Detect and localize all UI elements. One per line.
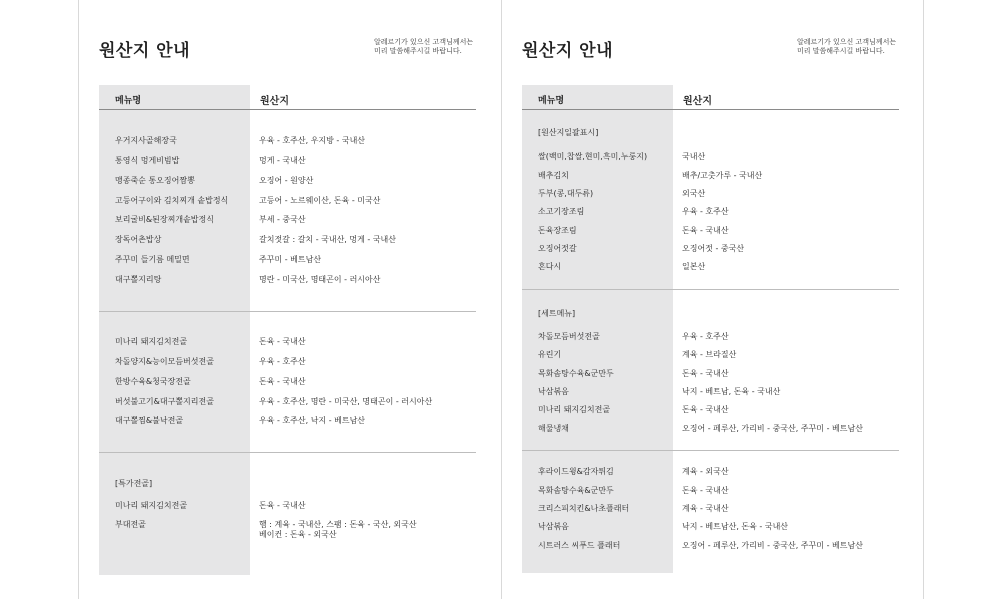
page-left: 원산지 안내 알레르기가 있으신 고객님께서는 미리 말씀해주시길 바랍니다. 메뉴명 원산지 우거지사골해장국 우육 - 호주산, 우지방 - 국내산 통영식 멍게비빔밥 멍게 - 국내산 맹종죽순 통오징어짬뽕 오징어 - 원양산 고등어구이와 김치찌개 솥밥정식 고등어 - 노르웨이산, 돈육 - 미국산 보리굴비&된장찌개솥밥정식 부세 - 중국산 장독어촌밥상 갈치젓갈 : 갈치 - 국내산, 멍게 - 국내산 주꾸미 들기름 메밀면 주꾸미 - 베트남산 대구뽈지리탕 명란 - 미국산, 명태곤이 - 러시아산 미나리 돼지김치전골 돈육 - 국내산 차돌양지&능이모듬버섯전골 우육 - 호주산 한방수육&청국장전골 돈육 - 국내산 버섯불고기&대구뽈지리전골 우육 - 호주산, 명란 - 미국산, 명태곤이 - 러시아산 대구뽈찜&불낙전골 우육 - 호주산, 낙지 - 베트남산 [특가전골] 미나리 돼지김치전골 돈육 - 국내산 부대전골 햄 : 계육 - 국내산, 스팸 : 돈육 - 국산, 외국산 베이컨 : 돈육 - 외국산 [78,0,501,599]
allergy-notice: 알레르기가 있으신 고객님께서는 미리 말씀해주시길 바랍니다. [374,38,474,55]
origin-header: 원산지 [260,96,289,107]
allergy-notice: 알레르기가 있으신 고객님께서는 미리 말씀해주시길 바랍니다. [797,38,897,55]
menu-header: 메뉴명 [538,96,565,106]
section-divider [99,311,476,312]
section-label: [세트메뉴] [538,309,576,318]
page-title: 원산지 안내 [99,41,191,61]
section-divider [522,289,899,290]
table-header [99,85,476,110]
origin-header: 원산지 [683,96,712,107]
page-title: 원산지 안내 [522,41,614,61]
section-label: [특가전골] [115,479,153,488]
section-divider [99,452,476,453]
section-label: [원산지일괄표시] [538,128,599,137]
menu-header: 메뉴명 [115,96,142,106]
section-divider [522,450,899,451]
page-right: 원산지 안내 알레르기가 있으신 고객님께서는 미리 말씀해주시길 바랍니다. 메뉴명 원산지 [원산지일괄표시] 쌀(백미,찹쌀,현미,흑미,누룽지) 국내산 배추김치 배추/고춧가루 - 국내산 두부(콩,대두류) 외국산 소고기장조림 우육 - 호주산 돈육장조림 돈육 - 국내산 오징어젓갈 오징어젓 - 중국산 혼다시 일본산 [세트메뉴] 차돌모듬버섯전골 우육 - 호주산 유린기 계육 - 브라질산 목화솜탕수육&군만두 돈육 - 국내산 낙삼볶음 낙지 - 베트남, 돈육 - 국내산 미나리 돼지김치전골 돈육 - 국내산 해물냉채 오징어 - 페루산, 가리비 - 중국산, 주꾸미 - 베트남산 후라이드윙&감자튀김 계육 - 외국산 목화솜탕수육&군만두 돈육 - 국내산 크리스피치킨&나초플래터 계육 - 국내산 낙삼볶음 낙지 - 베트남산, 돈육 - 국내산 시트러스 씨푸드 플래터 오징어 - 페루산, 가리비 - 중국산, 주꾸미 - 베트남산 [501,0,924,599]
table-header [522,85,899,110]
